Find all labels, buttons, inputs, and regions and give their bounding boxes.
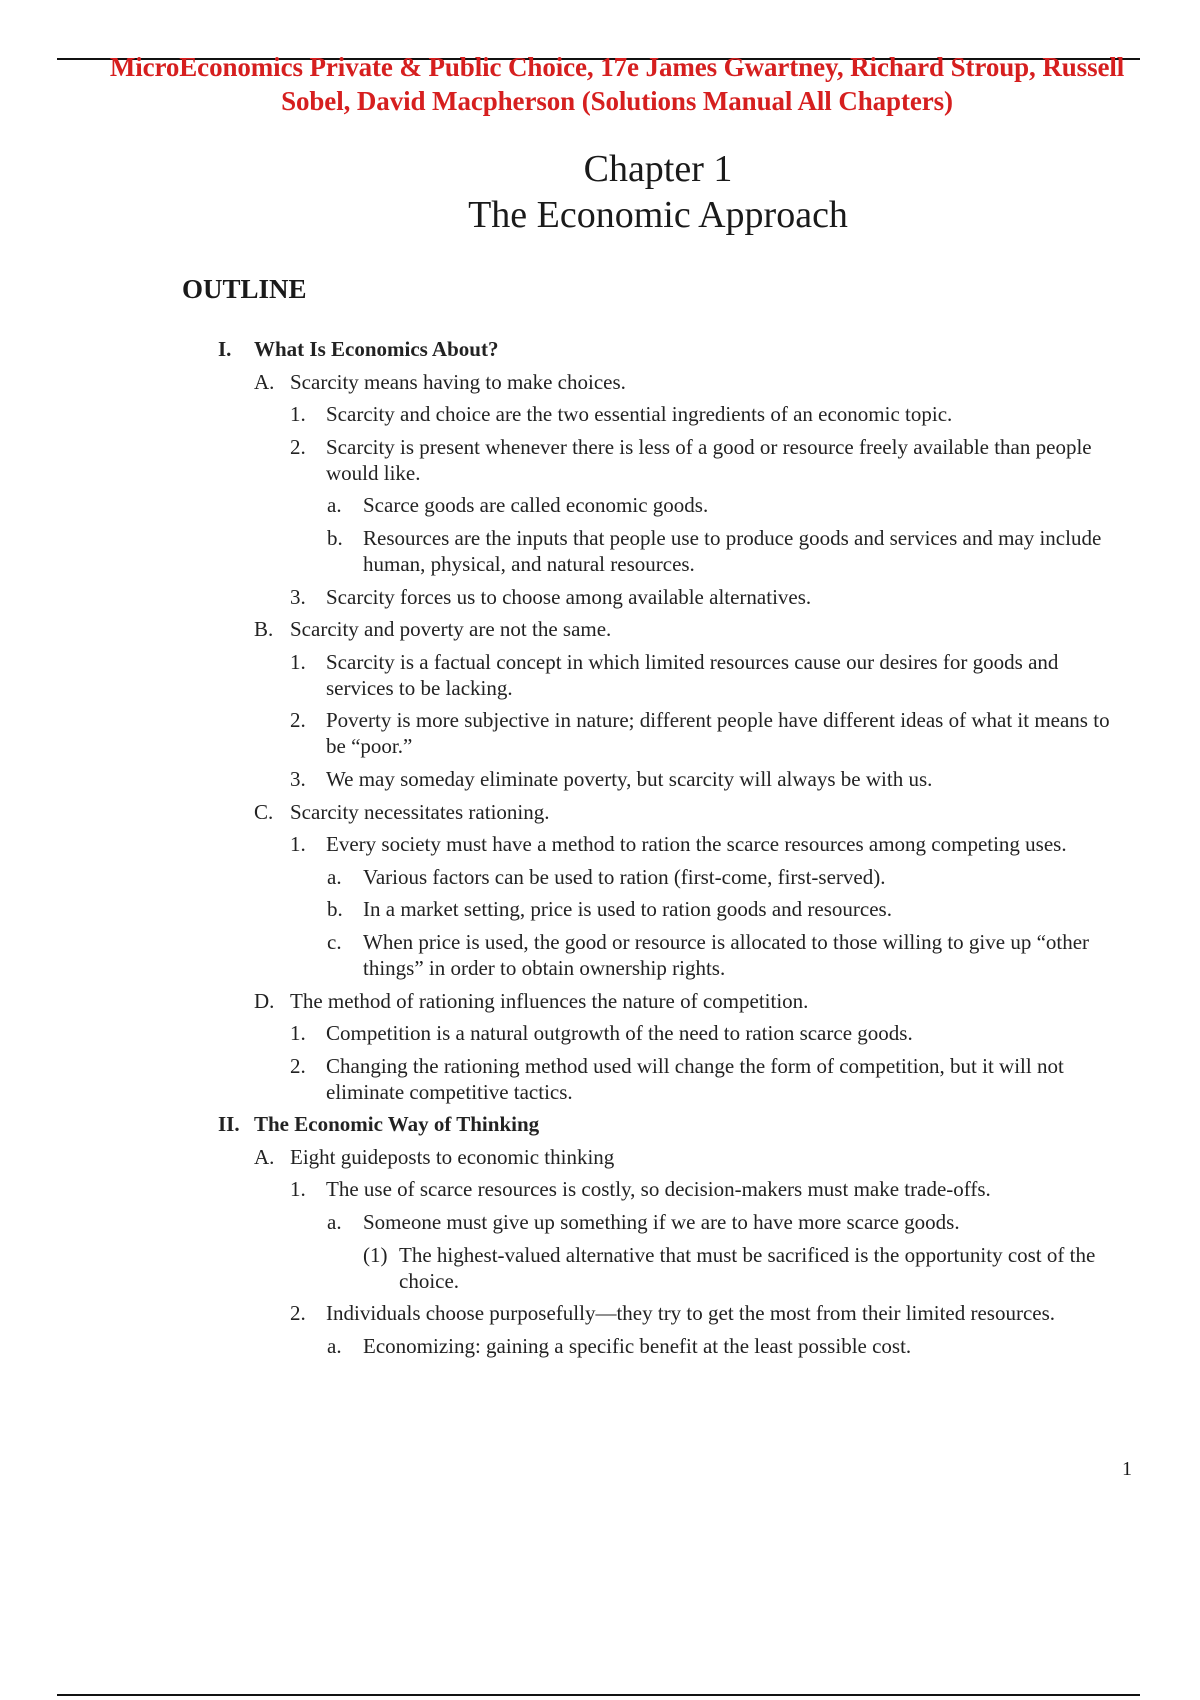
outline-heading: OUTLINE [182,274,307,304]
outline-item-text: The Economic Way of Thinking [254,1112,540,1137]
outline-item-label: 1. [290,832,306,857]
outline-item-text: Scarcity is present whenever there is less of a good or resource freely available than people would like. [326,434,1092,485]
chapter-heading [0,146,1200,238]
outline-item [0,707,1200,759]
outline-item-text: Resources are the inputs that people use to produce goods and services and may include human, physical, and natural resources. [363,525,1102,576]
outline-item-text: Scarcity and poverty are not the same. [290,617,612,642]
outline-item-text: The method of rationing influences the nature of competition. [290,988,809,1013]
chapter-title: The Economic Approach [468,194,848,236]
outline-item-label: 1. [290,1021,306,1046]
outline-item-text: Eight guideposts to economic thinking [290,1144,615,1169]
bottom-rule [57,1694,1140,1696]
outline-item-label: C. [254,799,274,824]
outline-item-text: Various factors can be used to ration (first-come, first-served). [363,864,886,889]
outline-item-label: a. [327,1210,342,1235]
outline-item [0,864,1200,890]
outline-item [0,336,1200,362]
outline-item-text: Competition is a natural outgrowth of the need to ration scarce goods. [326,1021,913,1046]
outline-item-text: In a market setting, price is used to ration goods and resources. [363,897,892,922]
outline-item [0,929,1200,981]
outline-item-label: 2. [290,708,306,733]
outline-item-label: 1. [290,402,306,427]
outline-item-label: A. [254,1144,275,1169]
outline-item-text: When price is used, the good or resource is allocated to those willing to give up “other things” in order to obtain ownership rights. [363,929,1090,980]
outline-item-label: a. [327,864,342,889]
outline-item-text: Every society must have a method to ration the scarce resources among competing uses. [326,832,1067,857]
outline-item [0,369,1200,395]
outline-item-text: Poverty is more subjective in nature; different people have different ideas of what it means to be “poor.” [326,708,1110,759]
outline-item-label: 1. [290,1177,306,1202]
outline-item-text: Scarcity and choice are the two essential ingredients of an economic topic. [326,402,953,427]
outline-item [0,766,1200,792]
outline-item-label: 1. [290,649,306,674]
outline-item-label: 3. [290,766,306,791]
outline-item [0,525,1200,577]
outline-item [0,1053,1200,1105]
outline-item [0,616,1200,642]
outline-item-label: c. [327,929,342,954]
outline-item-text: Scarcity forces us to choose among available alternatives. [326,584,812,609]
outline-item-label: II. [218,1112,240,1137]
outline-item [0,1176,1200,1202]
title-banner [57,50,1177,118]
chapter-number: Chapter 1 [583,148,733,190]
page-number: 1 [1122,1458,1132,1480]
outline-item-label: b. [327,897,343,922]
outline-item-label: a. [327,1333,342,1358]
outline-item [0,1144,1200,1170]
outline-item-text: The use of scarce resources is costly, so decision-makers must make trade-offs. [326,1177,991,1202]
outline-item [0,1333,1200,1359]
outline-item-text: Individuals choose purposefully—they try to get the most from their limited resources. [326,1301,1056,1326]
outline-item [0,649,1200,701]
banner-line-2: Sobel, David Macpherson (Solutions Manual All Chapters) [281,86,953,116]
outline-item [0,401,1200,427]
outline-item-label: b. [327,525,343,550]
outline-item-label: B. [254,617,274,642]
outline-item-label: 2. [290,434,306,459]
outline-item-label: 2. [290,1301,306,1326]
outline-item-text: Scarcity necessitates rationing. [290,799,550,824]
outline-item-text: What Is Economics About? [254,337,499,361]
outline-item-label: D. [254,988,275,1013]
outline-item [0,1209,1200,1235]
outline-item [0,799,1200,825]
outline-item [0,1242,1200,1294]
outline-item [0,1300,1200,1326]
outline-item [0,1020,1200,1046]
outline-item-text: Scarce goods are called economic goods. [363,493,709,518]
outline-item [0,584,1200,610]
outline-list [0,336,1200,1365]
outline-item-text: The highest-valued alternative that must be sacrificed is the opportunity cost of the choice. [399,1242,1096,1293]
outline-item-text: Someone must give up something if we are to have more scarce goods. [363,1210,960,1235]
outline-item-label: 3. [290,584,306,609]
outline-item-text: Changing the rationing method used will change the form of competition, but it will not eliminate competitive tactics. [326,1053,1064,1104]
outline-item-text: Economizing: gaining a specific benefit at the least possible cost. [363,1333,912,1358]
outline-item [0,1111,1200,1137]
outline-item-label: (1) [363,1242,388,1267]
outline-item [0,492,1200,518]
outline-item [0,988,1200,1014]
outline-item [0,896,1200,922]
outline-item-label: A. [254,369,275,394]
outline-item-text: Scarcity means having to make choices. [290,369,626,394]
outline-item-label: I. [218,337,232,361]
outline-item [0,434,1200,486]
outline-item-label: 2. [290,1053,306,1078]
outline-item-label: a. [327,493,342,518]
outline-item [0,831,1200,857]
outline-item-text: We may someday eliminate poverty, but scarcity will always be with us. [326,766,933,791]
banner-line-1: MicroEconomics Private & Public Choice, 17e James Gwartney, Richard Stroup, Russell [109,52,1125,82]
outline-item-text: Scarcity is a factual concept in which limited resources cause our desires for goods and services to be lacking. [326,649,1059,700]
